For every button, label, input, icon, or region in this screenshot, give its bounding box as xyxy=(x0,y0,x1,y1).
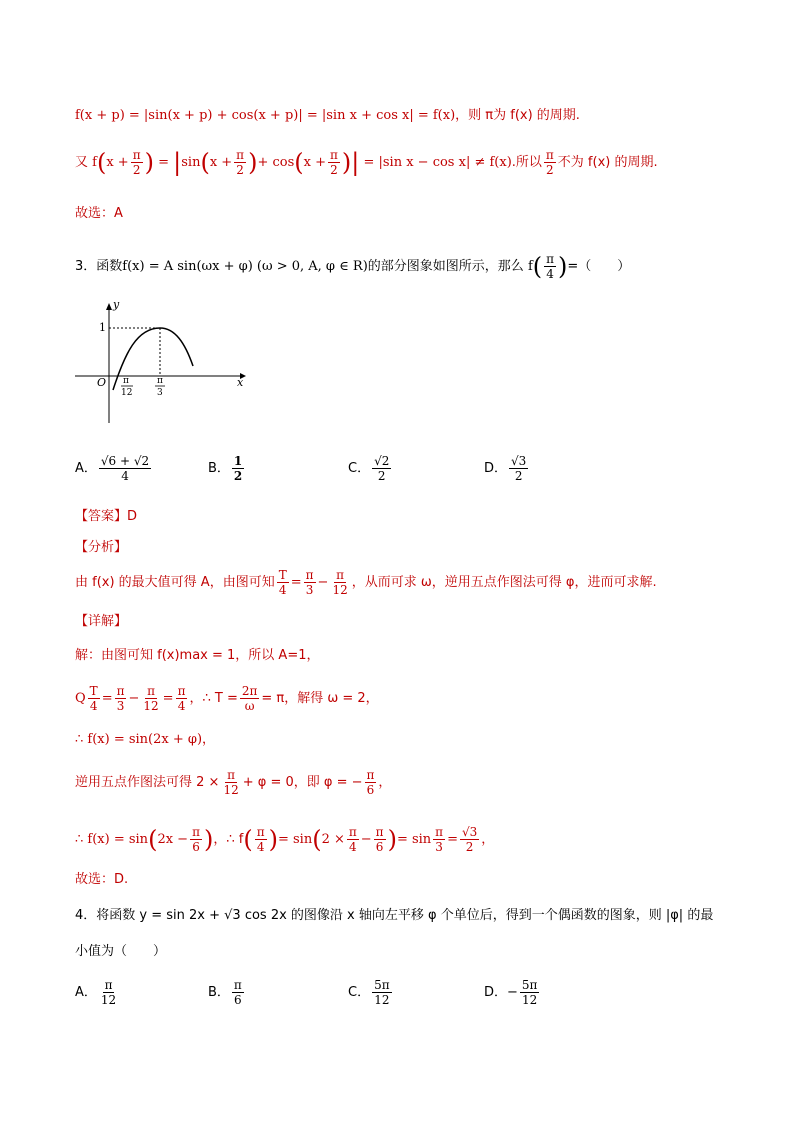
period-equation: f(x + p) = |sin(x + p) + cos(x + p)| = |sin x + cos x| = f(x) xyxy=(75,108,456,123)
solution-step-1: 解：由图可知 f(x)max = 1，所以 A=1， xyxy=(75,648,320,663)
answer-tag: 【答案】D xyxy=(75,509,138,524)
solution-line-2: 又 f(x + $\frac{\pi}{2}$ ) = |sin(x + $\frac{\pi}{2}$ )+ cos(x + $\frac{\pi}{2}$ )| = |sin x − cos x| ≠ f(x).所以 $\frac{\pi}{2}$ 不为 f(x) 的周期. xyxy=(75,148,658,177)
option-a: A． $\frac{√6 + √2}{4}$ xyxy=(75,454,150,483)
y-tick-1: 1 xyxy=(99,321,106,334)
answer-d: 故选：D. xyxy=(75,872,129,887)
q4-option-a: A． $\frac{\pi}{12}$ xyxy=(75,978,117,1007)
analysis-tag: 【分析】 xyxy=(75,540,128,555)
answer-a: 故选：A xyxy=(75,206,123,221)
question-3: 3．函数f(x) = A sin(ωx + φ) (ω > 0, A, φ ∈ R)的部分图象如图所示，那么 f( $\frac{\pi}{4}$ )=（ ） xyxy=(75,252,631,281)
analysis-text: 由 f(x) 的最大值可得 A，由图可知 $\frac{T}{4}$ = $\frac{\pi}{3}$ − $\frac{\pi}{12}$ ，从而可求 ω，逆用五点作图法可得 φ，进而可求解. xyxy=(75,568,657,597)
solution-step-3: ∴ f(x) = sin(2x + φ)， xyxy=(75,732,216,747)
solution-step-4: 逆用五点作图法可得 2 × $\frac{\pi}{12}$ + φ = 0，即 φ = − $\frac{\pi}{6}$ ， xyxy=(75,768,392,797)
option-d: D． $\frac{√3}{2}$ xyxy=(484,454,527,483)
function-graph xyxy=(75,298,255,428)
solution-line-1 xyxy=(75,106,580,126)
question-4-line-1: 4．将函数 y = sin 2x + √3 cos 2x 的图像沿 x 轴向左平移 φ 个单位后，得到一个偶函数的图象，则 |φ| 的最 xyxy=(75,908,714,923)
option-c: C． $\frac{√2}{2}$ xyxy=(348,454,390,483)
y-axis-label: y xyxy=(113,298,120,311)
solution-step-5: ∴ f(x) = sin(2x − $\frac{\pi}{6}$ )，∴ f( $\frac{\pi}{4}$ )= sin(2 × $\frac{\pi}{4}$ − $\frac{\pi}{6}$ )= sin $\frac{\pi}{3}$ = $\frac{√3}{2}$ ， xyxy=(75,825,495,854)
q4-option-d: D．− $\frac{5\pi}{12}$ xyxy=(484,978,538,1007)
detail-tag: 【详解】 xyxy=(75,614,128,629)
option-b: B． $\frac{1}{2}$ xyxy=(208,454,243,483)
origin-label: O xyxy=(97,376,107,389)
tick-pi-3-den: 3 xyxy=(157,388,163,398)
tick-pi-12-num: π xyxy=(123,376,129,386)
x-axis-label: x xyxy=(237,376,244,389)
question-4-line-2: 小值为（ ） xyxy=(75,944,167,959)
y-axis-arrow xyxy=(106,303,112,310)
q4-option-b: B． $\frac{\pi}{6}$ xyxy=(208,978,242,1007)
period-conclusion: ，则 π为 f(x) 的周期. xyxy=(455,108,580,123)
tick-pi-12-den: 12 xyxy=(121,388,133,398)
solution-step-2: Q $\frac{T}{4}$ = $\frac{\pi}{3}$ − $\frac{\pi}{12}$ = $\frac{\pi}{4}$ ，∴ T = $\frac{2\pi}{\omega}$ = π，解得 ω = 2， xyxy=(75,684,379,713)
tick-pi-3-num: π xyxy=(157,376,163,386)
q4-option-c: C． $\frac{5\pi}{12}$ xyxy=(348,978,390,1007)
